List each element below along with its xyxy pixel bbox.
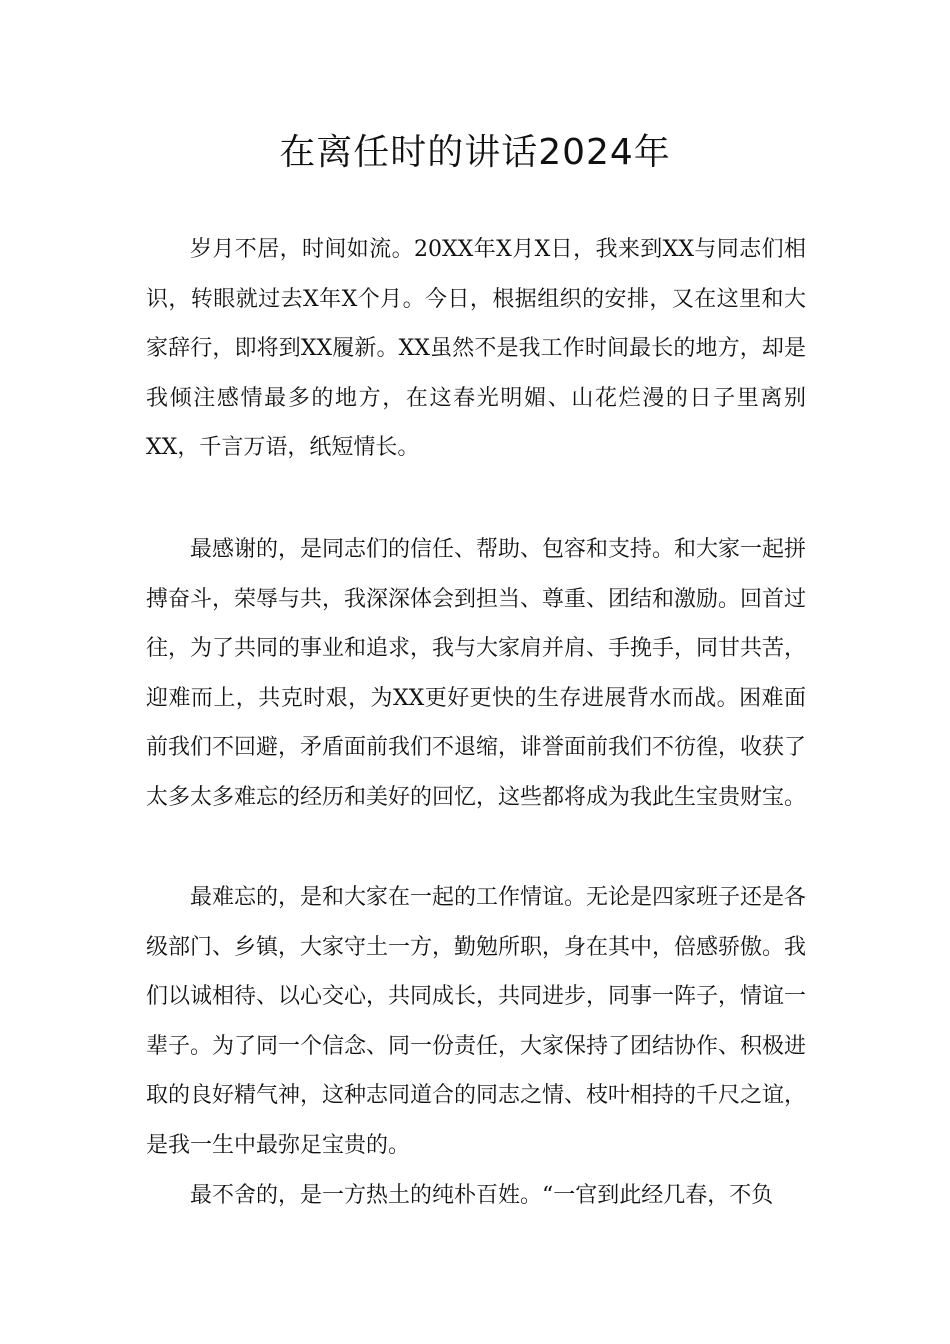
document-title: 在离任时的讲话2024年 (279, 132, 671, 173)
paragraph-1: 岁月不居，时间如流。20XX年X月X日，我来到XX与同志们相识，转眼就过去X年X个月。今日，根据组织的安排，又在这里和大家辞行，即将到XX履新。XX虽然不是我工作时间最长的地方，却是我倾注感情最多的地方，在这春光明媚、山花烂漫的日子里离别XX，千言万语，纸短情长。 (146, 237, 806, 460)
paragraph-2: 最感谢的，是同志们的信任、帮助、包容和支持。和大家一起拼搏奋斗，荣辱与共，我深深体会到担当、尊重、团结和激励。回首过往，为了共同的事业和追求，我与大家肩并肩、手挽手，同甘共苦，迎难而上，共克时艰，为XX更好更快的生存进展背水而战。困难面前我们不回避，矛盾面前我们不退缩，诽誉面前我们不彷徨，收获了太多太多难忘的经历和美好的回忆，这些都将成为我此生宝贵财宝。 (146, 537, 807, 810)
paragraph-3: 最难忘的，是和大家在一起的工作情谊。无论是四家班子还是各级部门、乡镇，大家守土一方，勤勉所职，身在其中，倍感骄傲。我们以诚相待、以心交心，共同成长，共同进步，同事一阵子，情谊一辈子。为了同一个信念、同一份责任，大家保持了团结协作、积极进取的良好精气神，这种志同道合的同志之情、枝叶相持的千尺之谊，是我一生中最弥足宝贵的。 (146, 885, 807, 1158)
paragraph-4: 最不舍的，是一方热土的纯朴百姓。“一官到此经几春，不负 (190, 1183, 774, 1208)
